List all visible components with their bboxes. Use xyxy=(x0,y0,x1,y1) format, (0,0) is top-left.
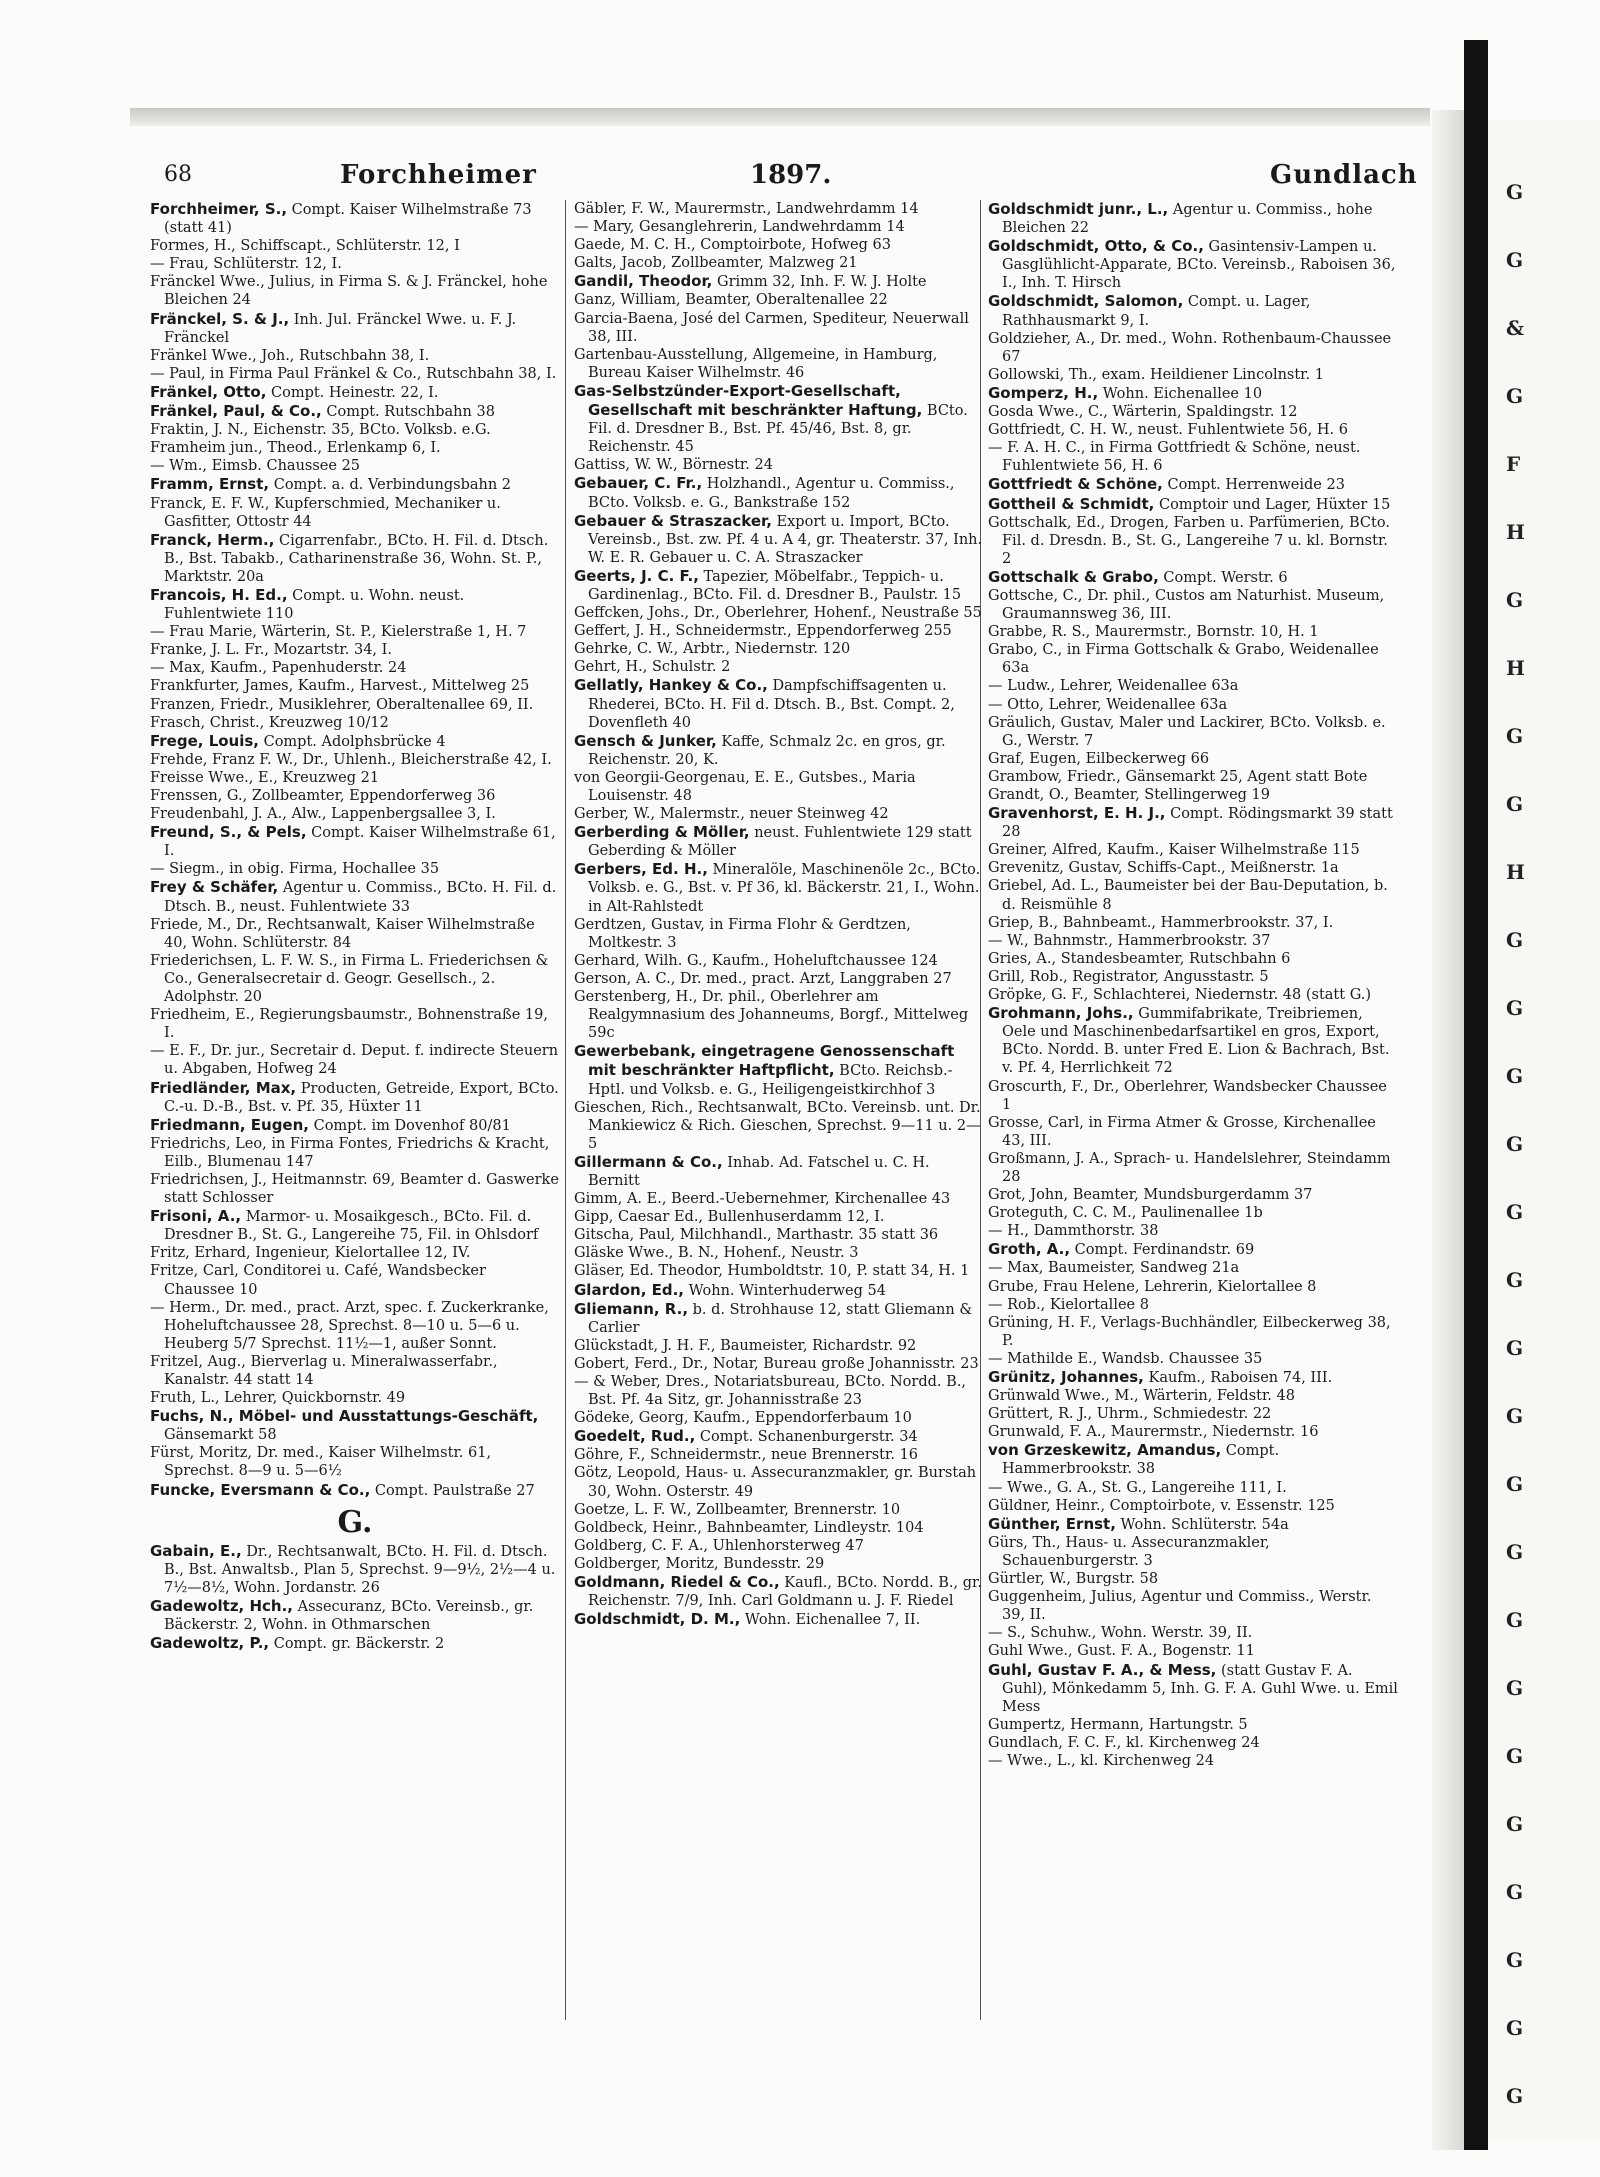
entry-firm-name: Gas-Selbstzünder-Export-Gesellschaft, Gesellschaft mit beschränkter Haftung, xyxy=(574,381,923,420)
directory-entry: Gellatly, Hankey & Co., Dampfschiffsagenten u. Rhederei, BCto. H. Fil d. Dtsch. B., Bst. Compt. 2, Dovenfleth 40 xyxy=(574,676,955,731)
directory-entry: — Ludw., Lehrer, Weidenallee 63a xyxy=(988,678,1239,695)
directory-entry: — Mathilde E., Wandsb. Chaussee 35 xyxy=(988,1350,1263,1367)
directory-entry: Groth, A., Compt. Ferdinandstr. 69 xyxy=(988,1240,1255,1259)
next-page-fragment: G xyxy=(1506,1948,1524,1972)
entry-firm-name: Goedelt, Rud., xyxy=(574,1427,696,1446)
entry-firm-name: Funcke, Eversmann & Co., xyxy=(150,1480,371,1499)
directory-entry: Frey & Schäfer, Agentur u. Commiss., BCto. H. Fil. d. Dtsch. B., neust. Fuhlentwiete 33 xyxy=(150,878,557,915)
next-page-fragment: H xyxy=(1506,656,1525,680)
entry-firm-name: Frege, Louis, xyxy=(150,731,259,750)
directory-entry: Gottsche, C., Dr. phil., Custos am Naturhist. Museum, Graumannsweg 36, III. xyxy=(988,587,1385,623)
directory-entry: Gerson, A. C., Dr. med., pract. Arzt, Langgraben 27 xyxy=(574,970,952,987)
directory-entry: von Georgii-Georgenau, E. E., Gutsbes., Maria Louisenstr. 48 xyxy=(574,769,916,804)
entry-firm-name: Gabain, E., xyxy=(150,1541,242,1560)
entry-firm-name: Gottheil & Schmidt, xyxy=(988,494,1155,513)
directory-entry: Franck, Herm., Cigarrenfabr., BCto. H. Fil. d. Dtsch. B., Bst. Tabakb., Catharinenstraße 36, Wohn. St. P., Marktstr. 20a xyxy=(150,530,549,585)
next-page-edge xyxy=(1488,120,1600,2140)
directory-entry: Framheim jun., Theod., Erlenkamp 6, I. xyxy=(150,440,441,457)
directory-entry: — & Weber, Dres., Notariatsbureau, BCto. Nordd. B., Bst. Pf. 4a Sitz, gr. Johannisstraße 23 xyxy=(574,1374,967,1409)
entry-firm-name: Goldschmidt, D. M., xyxy=(574,1610,741,1629)
directory-entry: Gillermann & Co., Inhab. Ad. Fatschel u. C. H. Bernitt xyxy=(574,1152,930,1189)
directory-entry: Gürtler, W., Burgstr. 58 xyxy=(988,1571,1159,1588)
header-right-catchword: Gundlach xyxy=(1270,160,1418,190)
entry-firm-name: Goldschmidt junr., L., xyxy=(988,200,1169,218)
directory-entry: Guggenheim, Julius, Agentur und Commiss., Werstr. 39, II. xyxy=(988,1589,1372,1624)
next-page-fragment: & xyxy=(1506,316,1525,340)
next-page-fragment: G xyxy=(1506,1268,1524,1292)
entry-firm-name: Guhl, Gustav F. A., & Mess, xyxy=(988,1660,1217,1679)
directory-entry: Framm, Ernst, Compt. a. d. Verbindungsbahn 2 xyxy=(150,475,512,494)
directory-entry: Friede, M., Dr., Rechtsanwalt, Kaiser Wilhelmstraße 40, Wohn. Schlüterstr. 84 xyxy=(150,916,535,951)
next-page-fragment: G xyxy=(1506,1200,1524,1224)
directory-entry: Gläser, Ed. Theodor, Humboldtstr. 10, P. statt 34, H. 1 xyxy=(574,1263,970,1280)
directory-entry: — Max, Kaufm., Papenhuderstr. 24 xyxy=(150,660,407,677)
running-header xyxy=(140,158,1430,198)
next-page-fragment: G xyxy=(1506,2084,1524,2108)
directory-entry: Gensch & Junker, Kaffe, Schmalz 2c. en gros, gr. Reichenstr. 20, K. xyxy=(574,731,946,768)
directory-entry: Gottfriedt & Schöne, Compt. Herrenweide 23 xyxy=(988,475,1345,494)
directory-entry: Geffert, J. H., Schneidermstr., Eppendorferweg 255 xyxy=(574,623,952,640)
directory-entry: — W., Bahnmstr., Hammerbrookstr. 37 xyxy=(988,932,1271,949)
directory-entry: — Mary, Gesanglehrerin, Landwehrdamm 14 xyxy=(574,219,905,236)
next-page-fragment: G xyxy=(1506,1812,1524,1836)
directory-entry: Franck, E. F. W., Kupferschmied, Mechaniker u. Gasfitter, Ottostr 44 xyxy=(150,495,501,530)
next-page-fragment: G xyxy=(1506,928,1524,952)
directory-entry: Funcke, Eversmann & Co., Compt. Paulstraße 27 xyxy=(150,1480,535,1499)
entry-firm-name: von Grzeskewitz, Amandus, xyxy=(988,1441,1222,1460)
entry-firm-name: Gliemann, R., xyxy=(574,1299,689,1318)
entry-firm-name: Gomperz, H., xyxy=(988,383,1099,402)
directory-entry: Grünitz, Johannes, Kaufm., Raboisen 74, III. xyxy=(988,1368,1333,1386)
directory-entry: Gundlach, F. C. F., kl. Kirchenweg 24 xyxy=(988,1734,1260,1751)
directory-entry: Gabain, E., Dr., Rechtsanwalt, BCto. H. Fil. d. Dtsch. B., Bst. Anwaltsb., Plan 5, Sprechst. 9—9½, 2½—4 u. 7½—8½, Wohn. Jordanstr. 26 xyxy=(150,1541,556,1596)
directory-entry: Grambow, Friedr., Gänsemarkt 25, Agent statt Bote xyxy=(988,768,1368,785)
next-page-fragment: H xyxy=(1506,520,1525,544)
next-page-fragment: F xyxy=(1506,452,1521,476)
directory-entry: Grüttert, R. J., Uhrm., Schmiedestr. 22 xyxy=(988,1406,1272,1423)
directory-entry: Goldmann, Riedel & Co., Kaufl., BCto. Nordd. B., gr. Reichenstr. 7/9, Inh. Carl Goldmann u. J. F. Riedel xyxy=(574,1573,982,1610)
directory-entry: Gerdtzen, Gustav, in Firma Flohr & Gerdtzen, Moltkestr. 3 xyxy=(574,916,911,951)
column-rule xyxy=(565,200,566,2020)
directory-entry: Groscurth, F., Dr., Oberlehrer, Wandsbecker Chaussee 1 xyxy=(988,1078,1387,1113)
next-page-fragment: H xyxy=(1506,860,1525,884)
header-left-catchword: Forchheimer xyxy=(340,160,537,190)
directory-entry: Gehrt, H., Schulstr. 2 xyxy=(574,659,731,676)
next-page-fragment: G xyxy=(1506,384,1524,408)
directory-entry: Gravenhorst, E. H. J., Compt. Rödingsmarkt 39 statt 28 xyxy=(988,804,1393,841)
directory-entry: Friedrichsen, J., Heitmannstr. 69, Beamter d. Gaswerke statt Schlosser xyxy=(150,1171,559,1207)
entry-firm-name: Geerts, J. C. F., xyxy=(574,566,699,585)
directory-entry: Grabbe, R. S., Maurermstr., Bornstr. 10, H. 1 xyxy=(988,624,1319,641)
entry-firm-name: Gewerbebank, eingetragene Genossenschaft mit beschränkter Haftpflicht, xyxy=(574,1042,955,1080)
entry-firm-name: Gerberding & Möller, xyxy=(574,823,750,842)
directory-entry: — Frau, Schlüterstr. 12, I. xyxy=(150,256,342,273)
directory-entry: Goetze, L. F. W., Zollbeamter, Brennerstr. 10 xyxy=(574,1501,901,1518)
entry-firm-name: Glardon, Ed., xyxy=(574,1280,684,1299)
directory-entry: — Max, Baumeister, Sandweg 21a xyxy=(988,1260,1240,1277)
directory-entry: Gebauer & Straszacker, Export u. Import, BCto. Vereinsb., Bst. zw. Pf. 4 u. A 4, gr. Theaterstr. 37, Inh. W. E. R. Gebauer u. C. A. Straszacker xyxy=(574,511,983,566)
directory-entry: Galts, Jacob, Zollbeamter, Malzweg 21 xyxy=(574,255,858,272)
directory-entry: Goldschmidt, Otto, & Co., Gasintensiv-Lampen u. Gasglühlicht-Apparate, BCto. Vereinsb., Raboisen 36, I., Inh. T. Hirsch xyxy=(988,237,1396,292)
directory-entry: Gödeke, Georg, Kaufm., Eppendorferbaum 10 xyxy=(574,1410,912,1427)
directory-entry: Gottfriedt, C. H. W., neust. Fuhlentwiete 56, H. 6 xyxy=(988,422,1348,439)
directory-entry: Gaede, M. C. H., Comptoirbote, Hofweg 63 xyxy=(574,237,891,254)
directory-entry: — Wm., Eimsb. Chaussee 25 xyxy=(150,458,361,475)
directory-entry: Gadewoltz, P., Compt. gr. Bäckerstr. 2 xyxy=(150,1634,445,1653)
entry-firm-name: Fränkel, Paul, & Co., xyxy=(150,402,322,421)
gutter-shadow xyxy=(1432,110,1464,2150)
directory-entry: Guhl, Gustav F. A., & Mess, (statt Gustav F. A. Guhl), Mönkedamm 5, Inh. G. F. A. Guhl Wwe. u. Emil Mess xyxy=(988,1660,1398,1715)
column-3 xyxy=(988,200,1398,1770)
directory-entry: Frege, Louis, Compt. Adolphsbrücke 4 xyxy=(150,731,446,750)
directory-entry: Griebel, Ad. L., Baumeister bei der Bau-Deputation, b. d. Reismühle 8 xyxy=(988,878,1388,913)
directory-entry: Güldner, Heinr., Comptoirbote, v. Essenstr. 125 xyxy=(988,1497,1335,1514)
directory-entry: Graf, Eugen, Eilbeckerweg 66 xyxy=(988,750,1210,767)
directory-entry: Garcia-Baena, José del Carmen, Spediteur, Neuerwall 38, III. xyxy=(574,310,969,345)
directory-entry: Grandt, O., Beamter, Stellingerweg 19 xyxy=(988,787,1271,803)
directory-entry: — Frau Marie, Wärterin, St. P., Kielerstraße 1, H. 7 xyxy=(150,624,527,641)
directory-entry: Fränckel, S. & J., Inh. Jul. Fränckel Wwe. u. F. J. Fränckel xyxy=(150,309,517,346)
entry-firm-name: Groth, A., xyxy=(988,1240,1071,1259)
directory-entry: — Wwe., G. A., St. G., Langereihe 111, I. xyxy=(988,1479,1287,1496)
directory-entry: — H., Dammthorstr. 38 xyxy=(988,1223,1159,1240)
entry-firm-name: Gottfriedt & Schöne, xyxy=(988,475,1163,494)
directory-entry: Goldbeck, Heinr., Bahnbeamter, Lindleystr. 104 xyxy=(574,1519,924,1536)
directory-entry: Goedelt, Rud., Compt. Schanenburgerstr. 34 xyxy=(574,1427,918,1446)
directory-entry: — Siegm., in obig. Firma, Hochallee 35 xyxy=(150,861,440,878)
directory-entry: Gottschalk & Grabo, Compt. Werstr. 6 xyxy=(988,567,1288,586)
directory-entry: Frenssen, G., Zollbeamter, Eppendorferweg 36 xyxy=(150,788,496,804)
directory-entry: Griep, B., Bahnbeamt., Hammerbrookstr. 37, I. xyxy=(988,914,1334,931)
directory-entry: Gerbers, Ed. H., Mineralöle, Maschinenöle 2c., BCto. Volksb. e. G., Bst. v. Pf 36, kl. Bäckerstr. 21, I., Wohn. in Alt-Rahlstedt xyxy=(574,860,981,915)
directory-entry: Gumpertz, Hermann, Hartungstr. 5 xyxy=(988,1716,1248,1733)
directory-entry: Gandil, Theodor, Grimm 32, Inh. F. W. J. Holte xyxy=(574,272,927,291)
directory-entry: Gottheil & Schmidt, Comptoir und Lager, Hüxter 15 xyxy=(988,494,1391,513)
directory-entry: Friedmann, Eugen, Compt. im Dovenhof 80/81 xyxy=(150,1115,511,1134)
directory-entry: Fränkel Wwe., Joh., Rutschbahn 38, I. xyxy=(150,347,430,364)
next-page-fragment: G xyxy=(1506,1336,1524,1360)
next-page-fragment: G xyxy=(1506,1064,1524,1088)
directory-entry: Gliemann, R., b. d. Strohhause 12, statt Gliemann & Carlier xyxy=(574,1299,973,1336)
entry-firm-name: Fränckel, S. & J., xyxy=(150,309,290,328)
directory-entry: Frisoni, A., Marmor- u. Mosaikgesch., BCto. Fil. d. Dresdner B., St. G., Langereihe 75, Fil. in Ohlsdorf xyxy=(150,1207,539,1244)
directory-entry: Goldberger, Moritz, Bundesstr. 29 xyxy=(574,1555,825,1572)
directory-entry: Gobert, Ferd., Dr., Notar, Bureau große Johannisstr. 23 xyxy=(574,1355,979,1372)
directory-entry: — Herm., Dr. med., pract. Arzt, spec. f. Zuckerkranke, Hoheluftchaussee 28, Sprechst. 8—10 u. 5—6 u. Heuberg 5/7 Sprechst. 11½—1, außer Sonnt. xyxy=(150,1299,549,1352)
directory-entry: Gas-Selbstzünder-Export-Gesellschaft, Gesellschaft mit beschränkter Haftung, BCto. Fil. d. Dresdner B., Bst. Pf. 45/46, Bst. 8, gr. Reichenstr. 45 xyxy=(574,381,968,456)
directory-entry: Goldschmidt junr., L., Agentur u. Commiss., hohe Bleichen 22 xyxy=(988,200,1373,237)
directory-entry: Glückstadt, J. H. F., Baumeister, Richardstr. 92 xyxy=(574,1337,917,1354)
directory-entry: Gläske Wwe., B. N., Hohenf., Neustr. 3 xyxy=(574,1245,859,1262)
next-page-fragment: G xyxy=(1506,1540,1524,1564)
column-1 xyxy=(150,200,560,1653)
directory-entry: Grube, Frau Helene, Lehrerin, Kielortallee 8 xyxy=(988,1278,1317,1295)
directory-entry: Götz, Leopold, Haus- u. Assecuranzmakler, gr. Burstah 30, Wohn. Osterstr. 49 xyxy=(574,1465,977,1500)
section-letter: G. xyxy=(337,1504,373,1540)
directory-entry: Friedländer, Max, Producten, Getreide, Export, BCto. C.-u. D.-B., Bst. v. Pf. 35, Hüxter 11 xyxy=(150,1078,559,1115)
directory-entry: Gosda Wwe., C., Wärterin, Spaldingstr. 12 xyxy=(988,404,1298,421)
entry-firm-name: Günther, Ernst, xyxy=(988,1514,1116,1533)
next-page-fragment: G xyxy=(1506,792,1524,816)
directory-entry: Grevenitz, Gustav, Schiffs-Capt., Meißnerstr. 1a xyxy=(988,860,1339,877)
directory-entry: Gitscha, Paul, Milchhandl., Marthastr. 35 statt 36 xyxy=(574,1227,939,1244)
directory-entry: Gattiss, W. W., Börnestr. 24 xyxy=(574,457,773,474)
directory-entry: Freisse Wwe., E., Kreuzweg 21 xyxy=(150,769,380,786)
directory-entry: Gipp, Caesar Ed., Bullenhuserdamm 12, I. xyxy=(574,1209,885,1226)
directory-entry: Gröpke, G. F., Schlachterei, Niedernstr. 48 (statt G.) xyxy=(988,987,1372,1004)
entry-firm-name: Freund, S., & Pels, xyxy=(150,823,307,842)
directory-entry: Gäbler, F. W., Maurermstr., Landwehrdamm 14 xyxy=(574,201,919,217)
directory-entry: Greiner, Alfred, Kaufm., Kaiser Wilhelmstraße 115 xyxy=(988,842,1360,859)
directory-entry: Geerts, J. C. F., Tapezier, Möbelfabr., Teppich- u. Gardinenlag., BCto. Fil. d. Dresdner B., Paulstr. 15 xyxy=(574,566,962,603)
directory-entry: Grot, John, Beamter, Mundsburgerdamm 37 xyxy=(988,1187,1313,1204)
entry-firm-name: Goldschmidt, Salomon, xyxy=(988,292,1184,311)
directory-entry: Groteguth, C. C. M., Paulinenallee 1b xyxy=(988,1205,1263,1222)
next-page-fragment: G xyxy=(1506,180,1524,204)
directory-entry: Fritze, Carl, Conditorei u. Café, Wandsbecker Chaussee 10 xyxy=(150,1263,486,1298)
directory-entry: Freudenbahl, J. A., Alw., Lappenbergsallee 3, I. xyxy=(150,806,496,823)
directory-entry: Friederichsen, L. F. W. S., in Firma L. Friederichsen & Co., Generalsecretair d. Geogr. Gesellsch., 2. Adolphstr. 20 xyxy=(150,952,549,1006)
directory-entry: Forchheimer, S., Compt. Kaiser Wilhelmstraße 73 (statt 41) xyxy=(150,200,532,237)
directory-entry: Grabo, C., in Firma Gottschalk & Grabo, Weidenallee 63a xyxy=(988,642,1379,677)
entry-firm-name: Fränkel, Otto, xyxy=(150,382,267,401)
next-page-fragment: G xyxy=(1506,1676,1524,1700)
entry-firm-name: Friedländer, Max, xyxy=(150,1078,297,1097)
entry-firm-name: Francois, H. Ed., xyxy=(150,585,288,604)
next-page-fragment: G xyxy=(1506,996,1524,1020)
entry-firm-name: Gravenhorst, E. H. J., xyxy=(988,804,1166,823)
directory-entry: Goldschmidt, D. M., Wohn. Eichenallee 7, II. xyxy=(574,1610,921,1629)
entry-firm-name: Forchheimer, S., xyxy=(150,200,288,218)
directory-entry: Gewerbebank, eingetragene Genossenschaft mit beschränkter Haftpflicht, BCto. Reichsb.-Hptl. und Volksb. e. G., Heiligengeistkirchhof 3 xyxy=(574,1042,955,1098)
entry-firm-name: Gebauer & Straszacker, xyxy=(574,511,772,530)
entry-firm-name: Frisoni, A., xyxy=(150,1207,242,1226)
directory-entry: Gräulich, Gustav, Maler und Lackirer, BCto. Volksb. e. G., Werstr. 7 xyxy=(988,714,1386,749)
page-number: 68 xyxy=(164,162,192,187)
directory-entry: Fuchs, N., Möbel- und Ausstattungs-Geschäft, Gänsemarkt 58 xyxy=(150,1407,539,1444)
directory-entry: Francois, H. Ed., Compt. u. Wohn. neust. Fuhlentwiete 110 xyxy=(150,585,465,623)
directory-entry: — E. F., Dr. jur., Secretair d. Deput. f. indirecte Steuern u. Abgaben, Hofweg 24 xyxy=(150,1043,559,1078)
entry-firm-name: Gadewoltz, Hch., xyxy=(150,1597,293,1616)
directory-entry: Fürst, Moritz, Dr. med., Kaiser Wilhelmstr. 61, Sprechst. 8—9 u. 5—6½ xyxy=(150,1445,492,1480)
directory-entry: Geffcken, Johs., Dr., Oberlehrer, Hohenf., Neustraße 55 xyxy=(574,605,982,622)
directory-entry: — S., Schuhw., Wohn. Werstr. 39, II. xyxy=(988,1625,1253,1642)
entry-firm-name: Grohmann, Johs., xyxy=(988,1004,1134,1023)
directory-entry: Gadewoltz, Hch., Assecuranz, BCto. Vereinsb., gr. Bäckerstr. 2, Wohn. in Othmarschen xyxy=(150,1597,534,1634)
entry-firm-name: Gensch & Junker, xyxy=(574,731,717,750)
directory-entry: Günther, Ernst, Wohn. Schlüterstr. 54a xyxy=(988,1514,1289,1533)
directory-entry: Goldzieher, A., Dr. med., Wohn. Rothenbaum-Chaussee 67 xyxy=(988,330,1392,365)
next-page-fragment: G xyxy=(1506,724,1524,748)
entry-firm-name: Goldschmidt, Otto, & Co., xyxy=(988,237,1204,256)
next-page-fragment: G xyxy=(1506,1608,1524,1632)
directory-entry: Großmann, J. A., Sprach- u. Handelslehrer, Steindamm 28 xyxy=(988,1150,1391,1185)
directory-entry: Ganz, William, Beamter, Oberaltenallee 22 xyxy=(574,292,888,309)
page-top-edge xyxy=(130,108,1430,126)
directory-entry: Gerstenberg, H., Dr. phil., Oberlehrer am Realgymnasium des Johanneums, Borgf., Mittelweg 59c xyxy=(574,989,969,1042)
directory-entry: Frehde, Franz F. W., Dr., Uhlenh., Bleicherstraße 42, I. xyxy=(150,751,552,768)
directory-entry: Grohmann, Johs., Gummifabrikate, Treibriemen, Oele und Maschinenbedarfsartikel en gros, Export, BCto. Nordd. B. unter Fred E. Lion & Bachrach, Bst. v. Pf. 4, Herrlichkeit 72 xyxy=(988,1004,1390,1077)
directory-entry: Fruth, L., Lehrer, Quickbornstr. 49 xyxy=(150,1390,406,1407)
next-page-fragment: G xyxy=(1506,2016,1524,2040)
entry-firm-name: Gillermann & Co., xyxy=(574,1152,723,1171)
directory-entry: Goldschmidt, Salomon, Compt. u. Lager, Rathhausmarkt 9, I. xyxy=(988,292,1311,329)
directory-entry: Goldberg, C. F. A., Uhlenhorsterweg 47 xyxy=(574,1537,864,1554)
directory-entry: Gries, A., Standesbeamter, Rutschbahn 6 xyxy=(988,950,1291,967)
directory-entry: Gimm, A. E., Beerd.-Uebernehmer, Kirchenallee 43 xyxy=(574,1191,951,1208)
directory-entry: Fritzel, Aug., Bierverlag u. Mineralwasserfabr., Kanalstr. 44 statt 14 xyxy=(150,1353,498,1388)
directory-entry: Gerhard, Wilh. G., Kaufm., Hoheluftchaussee 124 xyxy=(574,952,938,969)
entry-firm-name: Frey & Schäfer, xyxy=(150,878,279,897)
directory-entry: Gartenbau-Ausstellung, Allgemeine, in Hamburg, Bureau Kaiser Wilhelmstr. 46 xyxy=(574,346,938,381)
directory-entry: Grill, Rob., Registrator, Angusstastr. 5 xyxy=(988,968,1269,985)
directory-entry: Frasch, Christ., Kreuzweg 10/12 xyxy=(150,714,389,731)
next-page-fragment: G xyxy=(1506,1880,1524,1904)
directory-entry: — Wwe., L., kl. Kirchenweg 24 xyxy=(988,1752,1215,1769)
directory-entry: — Rob., Kielortallee 8 xyxy=(988,1296,1149,1313)
directory-entry: Fränkel, Otto, Compt. Heinestr. 22, I. xyxy=(150,382,439,401)
directory-entry: Glardon, Ed., Wohn. Winterhuderweg 54 xyxy=(574,1280,886,1299)
entry-firm-name: Goldmann, Riedel & Co., xyxy=(574,1573,780,1592)
entry-firm-name: Gellatly, Hankey & Co., xyxy=(574,676,768,695)
directory-entry: Formes, H., Schiffscapt., Schlüterstr. 12, I xyxy=(150,238,460,255)
book-gutter xyxy=(1464,40,1488,2150)
next-page-fragment: G xyxy=(1506,1404,1524,1428)
directory-entry: Göhre, F., Schneidermstr., neue Brennerstr. 16 xyxy=(574,1447,919,1464)
header-year: 1897. xyxy=(750,160,832,190)
directory-entry: — Paul, in Firma Paul Fränkel & Co., Rutschbahn 38, I. xyxy=(150,365,557,382)
directory-entry: Gerberding & Möller, neust. Fuhlentwiete 129 statt Geberding & Möller xyxy=(574,823,972,860)
directory-entry: Grosse, Carl, in Firma Atmer & Grosse, Kirchenallee 43, III. xyxy=(988,1114,1376,1149)
directory-entry: Gürs, Th., Haus- u. Assecuranzmakler, Schauenburgerstr. 3 xyxy=(988,1534,1270,1569)
entry-firm-name: Framm, Ernst, xyxy=(150,475,270,494)
directory-entry: — Otto, Lehrer, Weidenallee 63a xyxy=(988,696,1228,713)
directory-entry: Guhl Wwe., Gust. F. A., Bogenstr. 11 xyxy=(988,1643,1255,1660)
directory-entry: Friedrichs, Leo, in Firma Fontes, Friedrichs & Kracht, Eilb., Blumenau 147 xyxy=(150,1135,550,1170)
directory-entry: Gehrke, C. W., Arbtr., Niedernstr. 120 xyxy=(574,641,851,658)
directory-entry: Freund, S., & Pels, Compt. Kaiser Wilhelmstraße 61, I. xyxy=(150,823,556,860)
directory-entry: Grunwald, F. A., Maurermstr., Niedernstr. 16 xyxy=(988,1424,1319,1441)
entry-firm-name: Gadewoltz, P., xyxy=(150,1634,270,1653)
next-page-fragment: G xyxy=(1506,1744,1524,1768)
directory-entry: Friedheim, E., Regierungsbaumstr., Bohnenstraße 19, I. xyxy=(150,1007,548,1042)
directory-entry: Franke, J. L. Fr., Mozartstr. 34, I. xyxy=(150,642,392,659)
entry-firm-name: Gandil, Theodor, xyxy=(574,272,713,291)
directory-entry: Grüning, H. F., Verlags-Buchhändler, Eilbeckerweg 38, P. xyxy=(988,1314,1391,1349)
next-page-fragment: G xyxy=(1506,588,1524,612)
directory-entry: Gollowski, Th., exam. Heildiener Lincolnstr. 1 xyxy=(988,366,1324,383)
directory-entry: Fränkel, Paul, & Co., Compt. Rutschbahn 38 xyxy=(150,402,495,421)
directory-entry: Franzen, Friedr., Musiklehrer, Oberaltenallee 69, II. xyxy=(150,696,534,713)
entry-firm-name: Gottschalk & Grabo, xyxy=(988,567,1159,586)
directory-entry: Gottschalk, Ed., Drogen, Farben u. Parfümerien, BCto. Fil. d. Dresdn. B., St. G., Langereihe 7 u. kl. Bornstr. 2 xyxy=(988,514,1390,567)
directory-entry: von Grzeskewitz, Amandus, Compt. Hammerbrookstr. 38 xyxy=(988,1441,1280,1478)
directory-entry: — F. A. H. C., in Firma Gottfriedt & Schöne, neust. Fuhlentwiete 56, H. 6 xyxy=(988,440,1361,475)
directory-page xyxy=(140,158,1430,2058)
entry-firm-name: Franck, Herm., xyxy=(150,530,275,549)
directory-entry: Gieschen, Rich., Rechtsanwalt, BCto. Vereinsb. unt. Dr. Mankiewicz & Rich. Gieschen, Sprechst. 9—11 u. 2—5 xyxy=(574,1099,981,1152)
entry-firm-name: Gebauer, C. Fr., xyxy=(574,474,703,493)
entry-firm-name: Grünitz, Johannes, xyxy=(988,1368,1144,1386)
directory-entry: Fraktin, J. N., Eichenstr. 35, BCto. Volksb. e.G. xyxy=(150,422,491,439)
directory-entry: Gebauer, C. Fr., Holzhandl., Agentur u. Commiss., BCto. Volksb. e. G., Bankstraße 152 xyxy=(574,474,955,511)
entry-firm-name: Friedmann, Eugen, xyxy=(150,1115,309,1134)
directory-entry: Fritz, Erhard, Ingenieur, Kielortallee 12, IV. xyxy=(150,1245,471,1262)
directory-entry: Frankfurter, James, Kaufm., Harvest., Mittelweg 25 xyxy=(150,678,530,695)
entry-firm-name: Fuchs, N., Möbel- und Ausstattungs-Geschäft, xyxy=(150,1407,539,1426)
directory-entry: Fränckel Wwe., Julius, in Firma S. & J. Fränckel, hohe Bleichen 24 xyxy=(150,274,548,309)
next-page-fragment: G xyxy=(1506,1472,1524,1496)
next-page-fragment: G xyxy=(1506,1132,1524,1156)
directory-entry: Grünwald Wwe., M., Wärterin, Feldstr. 48 xyxy=(988,1388,1295,1405)
directory-entry: Gomperz, H., Wohn. Eichenallee 10 xyxy=(988,383,1263,402)
column-2 xyxy=(574,200,984,1629)
entry-firm-name: Gerbers, Ed. H., xyxy=(574,860,708,879)
directory-entry: Gerber, W., Malermstr., neuer Steinweg 42 xyxy=(574,806,889,823)
next-page-fragment: G xyxy=(1506,248,1524,272)
